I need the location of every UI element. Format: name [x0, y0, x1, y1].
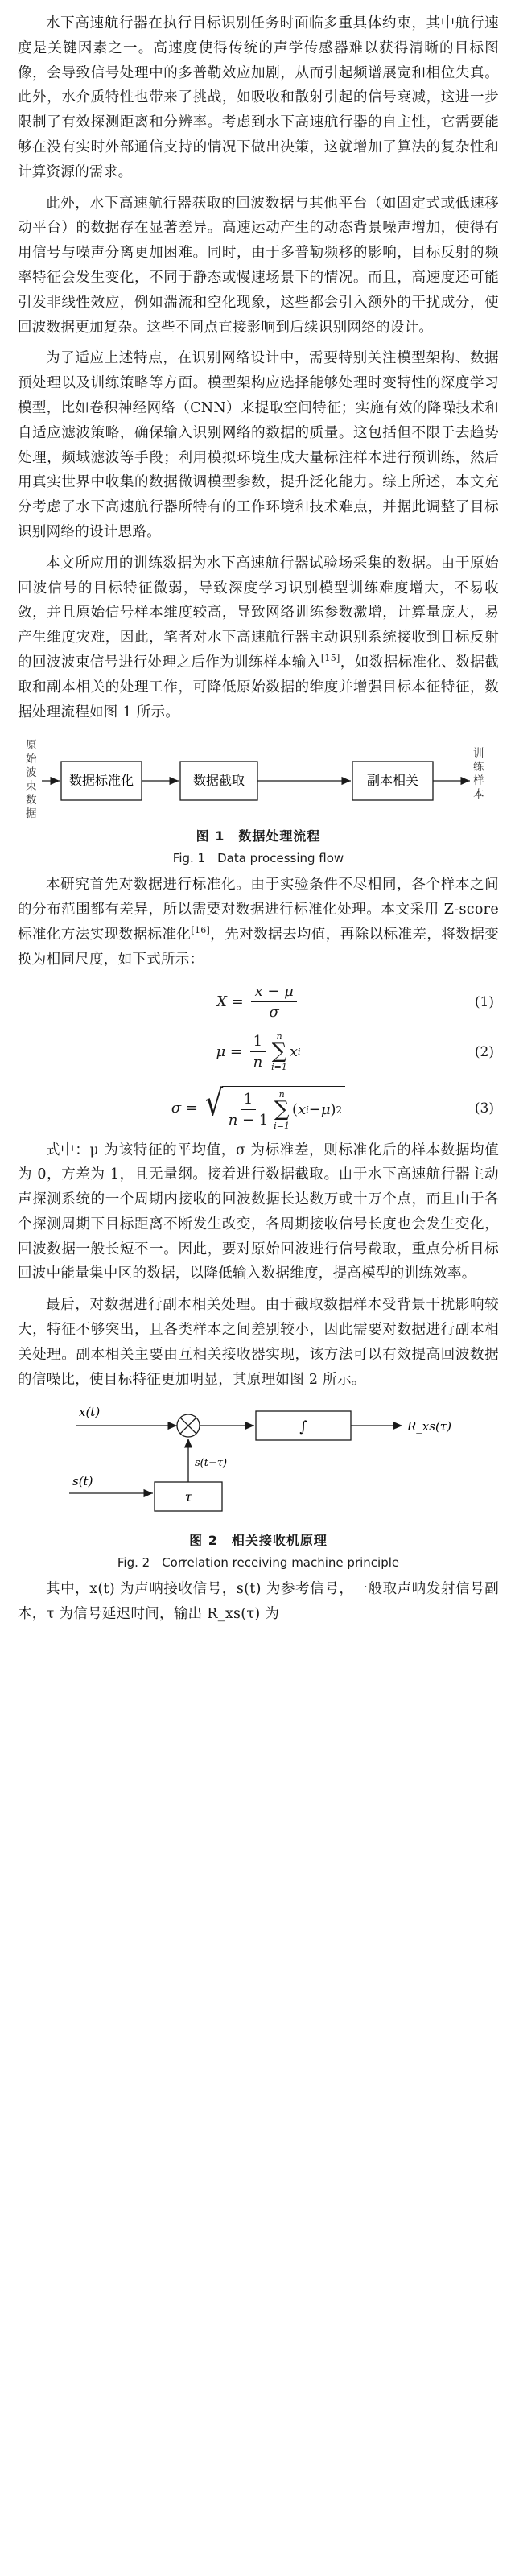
input-label [26, 739, 37, 820]
paragraph-5 [18, 873, 499, 972]
paper-page [18, 11, 499, 1627]
figure-1-caption-cn: 图 1 数据处理流程 [196, 828, 321, 844]
paragraph-4-text: 本文所应用的训练数据为水下高速航行器试验场采集的数据。由于原始回波信号的目标特征微弱，导致深度学习识别模型训练难度增大，不易收敛，并且原始信号样本维度较高，导致网络训练参数激增，计算量庞大，易产生维度灾难，因此，笔者对水下高速航行器主动识别系统接收到目标反射的回波波束信号进行处理之后作为训练样本输入 [18, 555, 499, 671]
figure-1-caption-en: Fig. 1 Data processing flow [172, 851, 344, 866]
figure-2-caption-cn: 图 2 相关接收机原理 [189, 1533, 328, 1549]
equation-1-number: (1) [474, 993, 494, 1010]
svg-text:数: 数 [26, 794, 37, 807]
figure-1 [18, 734, 499, 866]
svg-text:据: 据 [26, 807, 37, 821]
paragraph-3: 为了适应上述特点，在识别网络设计中，需要特别关注模型架构、数据预处理以及训练策略等方面。模型架构应选择能够处理时变特性的深度学习模型，比如卷积神经网络（CNN）来提取空间特征；实施有效的降噪技术和自适应滤波策略，确保输入识别网络的数据的质量。这包括但不限于去趋势处理，频域滤波等手段；利用模拟环境生成大量标注样本进行预训练，然后用真实世界中收集的数据微调模型参数，提升泛化能力。综上所述，本文充分考虑了水下高速航行器所特有的工作环境和技术难点，并据此调整了目标识别网络的设计思路。 [18, 350, 499, 540]
svg-text:波: 波 [26, 766, 37, 780]
equation-3-number: (3) [474, 1100, 494, 1117]
svg-text:原: 原 [26, 739, 37, 753]
paragraph-2: 此外，水下高速航行器获取的回波数据与其他平台（如固定式或低速移动平台）的数据存在显著差异。高速运动产生的动态背景噪声增加，使得有用信号与噪声分离更加困难。同时，由于多普勒频移的影响，目标反射的频率特征会发生变化，不同于静态或慢速场景下的情况。而且，高速度还可能引发非线性效应，例如湍流和空化现象，这些都会引入额外的干扰成分，使回波数据更加复杂。这些不同点直接影响到后续识别网络的设计。 [18, 195, 499, 336]
svg-text:束: 束 [26, 780, 37, 794]
svg-text:样: 样 [473, 774, 484, 788]
equation-3: σ = √ $\frac{1}{n - 1}$ n ∑ i=1 ( x i − μ ) 2 (3) [171, 1083, 494, 1131]
box-truncate-label: 数据截取 [192, 773, 245, 789]
delay-label: τ [184, 1489, 192, 1505]
paragraph-1: 水下高速航行器在执行目标识别任务时面临多重具体约束，其中航行速度是关键因素之一。高速度使得传统的声学传感器难以获得清晰的目标图像，会导致信号处理中的多普勒效应加剧，从而引起频谱展宽和相位失真。此外，水介质特性也带来了挑战，如吸收和散射引起的信号衰减，这进一步限制了有效探测距离和分辨率。考虑到水下高速航行器的自主性，它需要能够在没有实时外部通信支持的情况下做出决策，这就增加了算法的复杂性和计算资源的需求。 [18, 15, 499, 180]
equation-2: μ = $\frac{1}{n}$ n ∑ i=1 x i (2) [216, 1030, 494, 1073]
correlator-diagram [18, 1402, 499, 1529]
flow-diagram [18, 734, 499, 824]
svg-text:本: 本 [473, 788, 484, 802]
output-label [473, 747, 484, 801]
box-standardize-label: 数据标准化 [68, 773, 134, 789]
paragraph-4 [18, 551, 499, 725]
integrator-icon: ∫ [299, 1418, 307, 1436]
paragraph-4-tail: ，如数据标准化、数据截取和副本相关的处理工作，可降低原始数据的维度并增强目标本征特征，数据处理流程如图 1 所示。 [18, 654, 499, 720]
svg-text:练: 练 [473, 761, 484, 774]
s-signal-label: s(t) [72, 1474, 93, 1489]
x-signal-label: x(t) [79, 1405, 101, 1420]
paragraph-5-tail: ，先对数据去均值，再除以标准差，将数据变换为相同尺度，如下式所示： [18, 926, 499, 968]
paragraph-7: 最后，对数据进行副本相关处理。由于截取数据样本受背景干扰影响较大，特征不够突出，且各类样本之间差别较小，因此需要对数据进行副本相关处理。副本相关主要由互相关接收器实现，该方法可以有效提高回波数据的信噪比，使目标特征更加明显，其原理如图 2 所示。 [18, 1297, 499, 1388]
equation-2-number: (2) [474, 1043, 494, 1060]
paragraph-8: 其中，x(t) 为声呐接收信号，s(t) 为参考信号，一般取声呐发射信号副本，τ 为信号延迟时间，输出 R_xs(τ) 为 [18, 1581, 499, 1623]
box-replica-label: 副本相关 [366, 773, 419, 789]
delayed-signal-label: s(t−τ) [195, 1457, 228, 1470]
svg-text:训: 训 [473, 747, 484, 761]
multiplier-icon [177, 1414, 200, 1437]
svg-text:始: 始 [26, 753, 37, 766]
equation-1: X = $\frac{x - \mu}{\sigma}$ (1) [216, 983, 494, 1021]
output-label: R_xs(τ) [407, 1419, 451, 1435]
paragraph-6: 式中：μ 为该特征的平均值，σ 为标准差，则标准化后的样本数据均值为 0，方差为 1，且无量纲。接着进行数据截取。由于水下高速航行器主动声探测系统的一个周期内接收的回波数据长达数万或十万个点，而且由于各个探测周期下目标距离不断发生改变，各周期接收信号长度也会发生变化，回波数据一般长短不一。因此，要对原始回波进行信号截取，重点分析目标回波中能量集中区的数据，以降低输入数据维度，提高模型的训练效率。 [18, 1141, 499, 1282]
paragraph-5-text: 本研究首先对数据进行标准化。由于实验条件不尽相同，各个样本之间的分布范围都有差异，所以需要对数据进行标准化处理。本文采用 Z-score 标准化方法实现数据标准化 [18, 877, 499, 943]
citation-16: [16] [191, 925, 211, 936]
figure-2 [18, 1402, 499, 1571]
figure-2-caption-en: Fig. 2 Correlation receiving machine principle [117, 1555, 400, 1571]
citation-15: [15] [320, 653, 340, 664]
